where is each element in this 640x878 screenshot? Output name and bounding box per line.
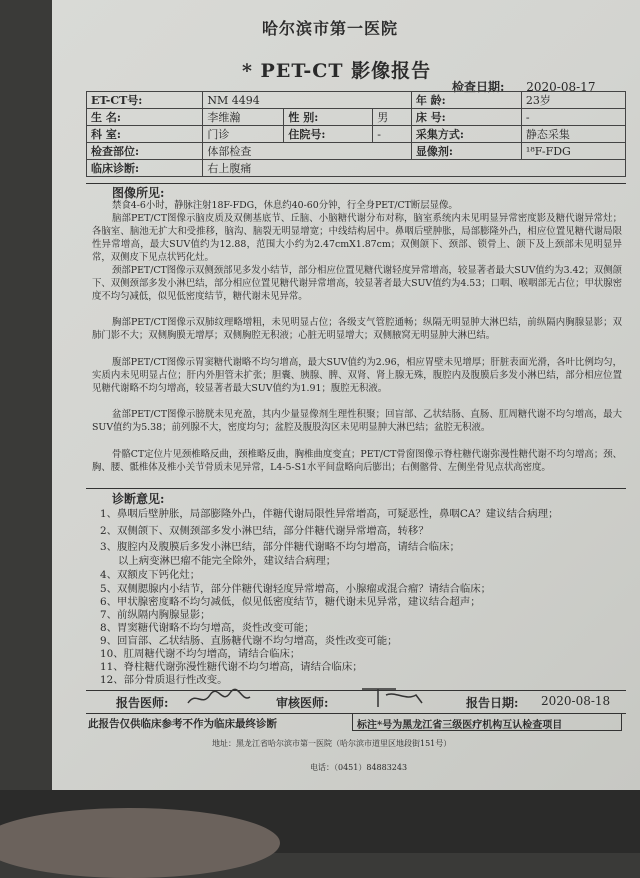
diagnosis-item: 9、回盲部、乙状结肠、直肠糖代谢不均匀增高，炎性改变可能； [100, 635, 398, 647]
finding-paragraph: 颈部PET/CT图像示双侧颈部见多发小结节，部分相应位置见糖代谢轻度异常增高，较显著者最大SUV值约为3.42；双侧颌下、双侧颈部多发小淋巴结，部分相应位置见糖代谢异常增高，较显著者最大SUV值约为4.53；口咽、喉咽部无占位；甲状腺密度不均匀减低，似见低密度结节，糖代谢未见异常。 [92, 265, 622, 303]
finding-paragraph: 禁食4-6小时，静脉注射18F-FDG，休息约40-60分钟，行全身PET/CT断层显像。 [112, 200, 458, 211]
hospital-phone: 电话：（0451）84883243 [310, 763, 408, 772]
name-label: 生 名: [87, 109, 203, 126]
bed-label: 床 号: [411, 109, 521, 126]
finding-paragraph: 骨骼CT定位片见颈椎略反曲，颈椎略反曲，胸椎曲度变直；PET/CT骨窗图像示脊柱糖代谢弥漫性糖代谢不均匀增高；颈、胸、腰、骶椎体及椎小关节骨质未见异常，L4-5-S1水平间盘略向后膨出；右侧髂骨、左侧坐骨见点状高密度。 [92, 449, 622, 474]
diagnosis-item: 以上病变淋巴瘤不能完全除外，建议结合病理； [118, 555, 337, 567]
name-value: 李维瀚 [203, 109, 284, 126]
report-date-value: 2020-08-18 [541, 694, 611, 708]
sex-label: 性 别: [284, 109, 373, 126]
reporter-label: 报告医师: [116, 696, 169, 710]
bed-value: - [521, 109, 625, 126]
age-value: 23岁 [521, 92, 625, 109]
finding-paragraph: 胸部PET/CT图像示双肺纹理略增粗，未见明显占位；各级支气管腔通畅；纵隔无明显肿大淋巴结，前纵隔内胸腺显影；双肺门影不大；双侧胸膜无增厚；双侧胸腔无积液；心脏无明显增大；双侧腋窝无明显肿大淋巴结。 [92, 317, 622, 342]
diagnosis-item: 4、双额皮下钙化灶； [100, 569, 201, 581]
diagnosis-divider [86, 488, 626, 489]
ct-no-label: ET-CT号: [87, 92, 203, 109]
hospital-name: 哈尔滨市第一医院 [262, 19, 399, 38]
hospital-address: 地址：黑龙江省哈尔滨市第一医院（哈尔滨市道里区地段街151号） [212, 739, 452, 748]
report-title: * PET-CT 影像报告 [242, 60, 432, 82]
agent-value: ¹⁸F-FDG [521, 143, 625, 160]
report-page [52, 0, 640, 790]
clinic-label: 临床诊断: [87, 160, 203, 177]
diagnosis-title: 诊断意见: [112, 492, 165, 506]
part-label: 检查部位: [87, 143, 203, 160]
diagnosis-item: 1、鼻咽后壁肿胀，局部膨隆外凸，伴糖代谢局限性异常增高，可疑恶性，鼻咽CA？建议结合病理； [100, 508, 559, 520]
disclaimer: 此报告仅供临床参考不作为临床最终诊断 [88, 718, 277, 730]
dept-value: 门诊 [203, 126, 284, 143]
finding-paragraph: 腹部PET/CT图像示胃窦糖代谢略不均匀增高，最大SUV值约为2.96，相应胃壁未见增厚；肝脏表面光滑，各叶比例均匀，实质内未见明显占位；肝内外胆管未扩张；胆囊、胰腺、脾、双肾、肾上腺无殊，腹腔内及腹膜后多发小淋巴结，部分相应位置见糖代谢略不均匀增高，较显著者最大SUV值约为1.91；腹腔无积液。 [92, 357, 622, 395]
reviewer-label: 审核医师: [276, 696, 329, 710]
diagnosis-item: 7、前纵隔内胸腺显影； [100, 609, 211, 621]
diagnosis-item: 6、甲状腺密度略不均匀减低，似见低密度结节，糖代谢未见异常，建议结合超声； [100, 596, 481, 608]
diagnosis-item: 3、腹腔内及腹膜后多发小淋巴结，部分伴糖代谢略不均匀增高，请结合临床； [100, 541, 460, 553]
age-label: 年 龄: [411, 92, 521, 109]
ct-no-value: NM 4494 [203, 92, 411, 109]
diagnosis-item: 8、胃窦糖代谢略不均匀增高，炎性改变可能； [100, 622, 315, 634]
patient-info-table [86, 91, 626, 177]
certification-note: 标注*号为黑龙江省三级医疗机构互认检查项目 [352, 713, 622, 731]
agent-label: 显像剂: [411, 143, 521, 160]
inpatient-value: - [373, 126, 412, 143]
diagnosis-item: 10、肛周糖代谢不均匀增高，请结合临床； [100, 648, 301, 660]
findings-title: 图像所见: [112, 186, 165, 200]
diagnosis-item: 5、双侧腮腺内小结节，部分伴糖代谢轻度异常增高，小腺瘤或混合瘤？请结合临床； [100, 583, 492, 595]
clinic-value: 右上腹痛 [203, 160, 626, 177]
state-value: 静态采集 [521, 126, 625, 143]
part-value: 体部检查 [203, 143, 411, 160]
findings-divider [86, 183, 626, 184]
reporter-signature [184, 687, 254, 711]
finding-paragraph: 脑部PET/CT图像示脑皮质及双侧基底节、丘脑、小脑糖代谢分布对称，脑室系统内未见明显异常密度影及糖代谢异常灶；各脑室、脑池无扩大和受推移，脑沟、脑裂无明显增宽；中线结构居中。鼻咽后壁肿胀，局部膨隆外凸，相应位置见糖代谢局限性异常增高，最大SUV值约为12.88，范围大小约为2.47cmX1.87cm；双侧颌下、颈部、锁骨上、颌下及上颈部未见明显异常，双侧皮下见点状钙化灶。 [92, 213, 622, 264]
finding-paragraph: 盆部PET/CT图像示膀胱未见充盈，其内少量显像剂生理性积聚；回盲部、乙状结肠、直肠、肛周糖代谢不均匀增高，最大SUV值约为5.38；前列腺不大，密度均匀；盆腔及腹股沟区未见明显肿大淋巴结；盆腔无积液。 [92, 409, 622, 434]
diagnosis-item: 2、双侧颌下、双侧颈部多发小淋巴结，部分伴糖代谢异常增高，转移？ [100, 525, 429, 537]
sex-value: 男 [373, 109, 412, 126]
exam-date-value: 2020-08-17 [526, 80, 596, 94]
signature-bar [86, 690, 626, 714]
inpatient-label: 住院号: [284, 126, 373, 143]
exam-date-label: 检查日期: [452, 80, 505, 94]
dept-label: 科 室: [87, 126, 203, 143]
reviewer-signature [356, 681, 426, 711]
thumb [0, 808, 280, 878]
state-label: 采集方式: [411, 126, 521, 143]
diagnosis-item: 11、脊柱糖代谢弥漫性糖代谢不均匀增高，请结合临床； [100, 661, 363, 673]
diagnosis-item: 12、部分骨质退行性改变。 [100, 674, 228, 686]
report-date-label: 报告日期: [466, 696, 519, 710]
